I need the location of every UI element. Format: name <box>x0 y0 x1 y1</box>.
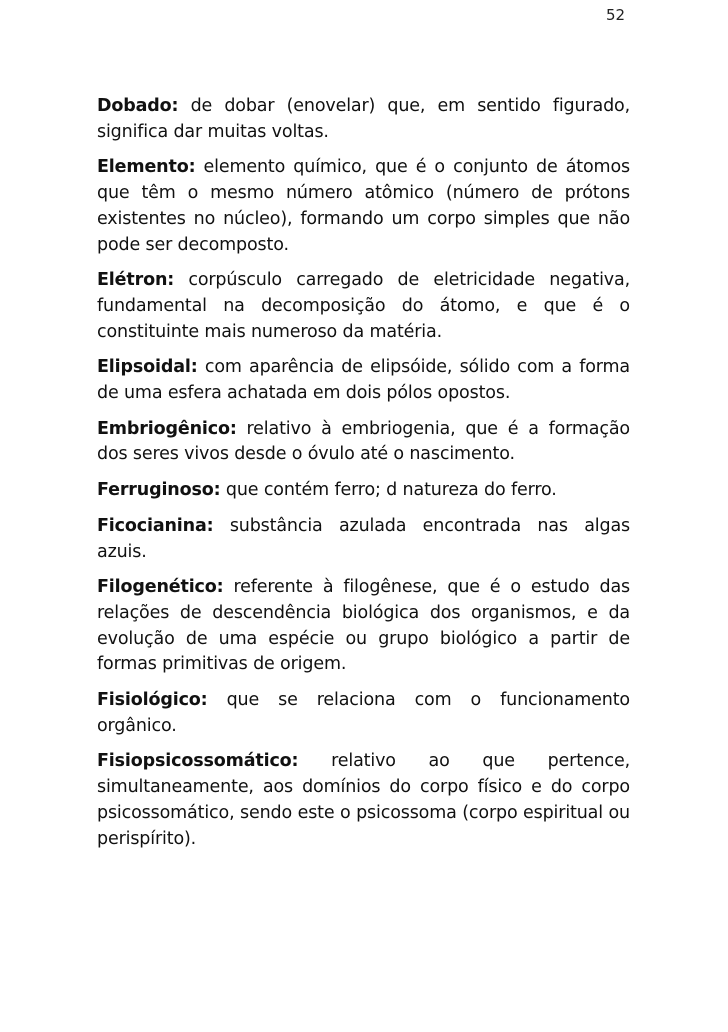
glossary-definition: substância azulada encontrada nas algas azuis. <box>97 515 630 562</box>
glossary-definition: que contém ferro; d natureza do ferro. <box>225 480 557 501</box>
glossary-definition: elemento químico, que é o conjunto de átomos que têm o mesmo número atômico (número de prótons existentes no núcleo), formando um corpo simples que não pode ser decomposto. <box>97 157 630 255</box>
glossary-entry-ferruginoso <box>97 478 630 504</box>
glossary-entry-elipsoidal <box>97 355 630 406</box>
glossary-definition: corpúsculo carregado de eletricidade negativa, fundamental na decomposição do átomo, e que é o constituinte mais numeroso da matéria. <box>97 270 630 342</box>
glossary-term: Dobado: <box>97 96 179 116</box>
glossary-entry-ficocianina <box>97 514 630 565</box>
page-number: 52 <box>606 6 626 24</box>
glossary-entry-elemento <box>97 155 630 258</box>
glossary-term: Elemento: <box>97 157 196 178</box>
glossary-term: Ferruginoso: <box>97 480 221 501</box>
glossary-term: Fisiológico: <box>97 690 208 711</box>
glossary-term: Ficocianina: <box>97 515 214 536</box>
glossary-definition: com aparência de elipsóide, sólido com a forma de uma esfera achatada em dois pólos opostos. <box>97 357 630 404</box>
glossary-definition: referente à filogênese, que é o estudo das relações de descendência biológica dos organismos, e da evolução de uma espécie ou grupo biológico a partir de formas primitivas de origem. <box>97 577 630 675</box>
glossary-entry-filogenetico <box>97 575 630 678</box>
glossary-definition: de dobar (enovelar) que, em sentido figurado, significa dar muitas voltas. <box>97 96 631 142</box>
glossary-term: Filogenético: <box>97 577 224 598</box>
glossary-entry-dobado <box>97 94 630 145</box>
glossary-term: Elipsoidal: <box>97 357 198 378</box>
glossary-term: Fisiopsicossomático: <box>97 751 299 772</box>
glossary-definition: relativo à embriogenia, que é a formação dos seres vivos desde o óvulo até o nascimento. <box>97 418 630 465</box>
glossary-entry-eletron <box>97 268 630 345</box>
glossary-list <box>97 94 630 862</box>
glossary-entry-embriogenico <box>97 417 630 468</box>
glossary-term: Embriogênico: <box>97 418 237 439</box>
glossary-definition: relativo ao que pertence, simultaneamente, aos domínios do corpo físico e do corpo psicossomático, sendo este o psicossoma (corpo espiritual ou perispírito). <box>97 751 630 849</box>
glossary-term: Elétron: <box>97 270 175 291</box>
glossary-entry-fisiologico <box>97 688 630 739</box>
glossary-entry-fisiopsicossomatico <box>97 749 630 852</box>
glossary-definition: que se relaciona com o funcionamento orgânico. <box>97 690 630 736</box>
